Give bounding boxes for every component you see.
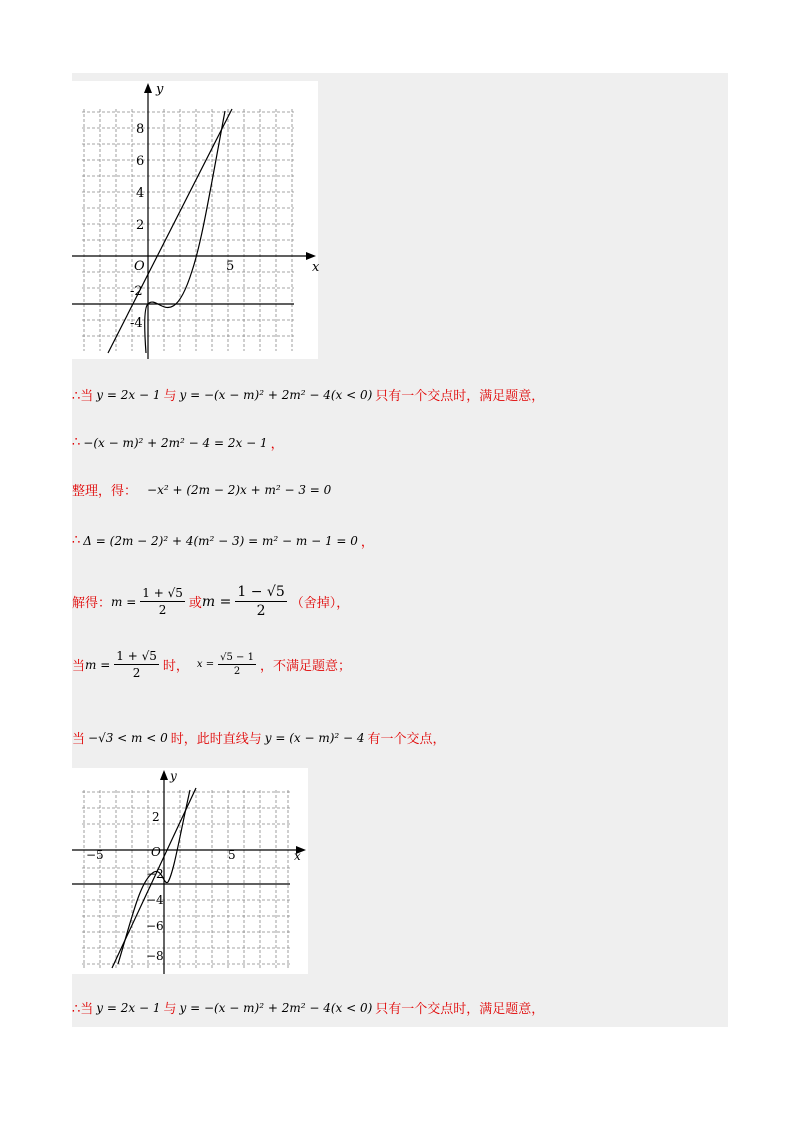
graph-2-svg <box>72 768 308 974</box>
graph-figure-1 <box>72 81 318 359</box>
fraction <box>235 584 286 619</box>
text-line-3 <box>72 480 334 499</box>
fraction-numerator: 1 − √5 <box>237 584 285 600</box>
y-tick-label: 2 <box>152 810 160 824</box>
x-axis-label: x <box>294 849 301 863</box>
y-tick-label: 2 <box>136 218 145 233</box>
text-line-2 <box>72 433 284 452</box>
line-prefix: ∴ <box>72 435 81 450</box>
equation: y = 2x − 1 <box>96 1000 161 1015</box>
y-tick-label: 8 <box>136 122 145 137</box>
fraction <box>218 652 256 677</box>
equation-lhs: m = <box>85 657 111 672</box>
line-prefix: 当 <box>72 732 86 747</box>
straight-line <box>108 109 235 353</box>
line-prefix: ∴ <box>72 533 81 548</box>
equation: y = −(x − m)² + 2m² − 4(x < 0) <box>179 1000 373 1015</box>
fraction-numerator: √5 − 1 <box>220 652 254 663</box>
equation: y = 2x − 1 <box>96 387 161 402</box>
equation: y = −(x − m)² + 2m² − 4(x < 0) <box>179 387 373 402</box>
x-axis-label: x <box>312 260 320 275</box>
origin-label: O <box>151 845 161 859</box>
fraction <box>140 586 185 617</box>
line-prefix: 当 <box>72 659 86 674</box>
line-prefix: ∴当 <box>72 1002 94 1017</box>
equation: −(x − m)² + 2m² − 4 = 2x − 1 <box>83 435 268 450</box>
connector: 或 <box>188 596 202 611</box>
line-prefix: ∴当 <box>72 389 94 404</box>
line-suffix: ， <box>360 535 374 550</box>
text-line-4 <box>72 531 374 550</box>
line-suffix: ， <box>270 437 284 452</box>
text-line-5 <box>72 584 349 619</box>
text-line-8 <box>72 998 544 1017</box>
text-line-7 <box>72 728 446 747</box>
equation-lhs: m = <box>201 593 232 610</box>
connector: 与 <box>163 389 177 404</box>
text-line-1 <box>72 385 544 404</box>
y-axis-label: y <box>170 769 177 783</box>
fraction-numerator: 1 + √5 <box>116 649 157 663</box>
origin-label: O <box>134 259 145 274</box>
connector: 时， <box>162 659 189 674</box>
equation-lhs: m = <box>111 594 137 609</box>
condition: −√3 < m < 0 <box>88 730 168 745</box>
line-suffix: （舍掉）， <box>290 596 350 611</box>
y-tick-label: −8 <box>146 949 164 963</box>
fraction-denominator: 2 <box>256 603 266 619</box>
equation-lhs: x = <box>196 659 215 670</box>
x-tick-label: 5 <box>228 848 236 862</box>
equation: y = (x − m)² − 4 <box>264 730 365 745</box>
line-prefix: 解得： <box>72 596 112 611</box>
y-tick-label: −4 <box>146 893 164 907</box>
fraction-denominator: 2 <box>233 666 241 677</box>
y-axis-label: y <box>156 82 164 97</box>
fraction-numerator: 1 + √5 <box>142 586 183 600</box>
y-tick-label: −2 <box>146 867 164 881</box>
fraction-denominator: 2 <box>132 666 141 680</box>
connector: 与 <box>163 1002 177 1017</box>
text-line-6 <box>72 649 351 680</box>
y-tick-label: -2 <box>130 284 143 299</box>
y-tick-label: 6 <box>136 154 145 169</box>
y-tick-label: 4 <box>136 186 145 201</box>
fraction <box>114 649 159 680</box>
graph-figure-2 <box>72 768 308 974</box>
equation: −x² + (2m − 2)x + m² − 3 = 0 <box>147 482 332 497</box>
fraction-denominator: 2 <box>158 603 167 617</box>
line-suffix: 只有一个交点时，满足题意， <box>375 1002 545 1017</box>
connector: 时，此时直线与 <box>170 732 262 747</box>
y-tick-label: −6 <box>146 919 164 933</box>
equation: Δ = (2m − 2)² + 4(m² − 3) = m² − m − 1 = 0 <box>83 533 358 548</box>
y-tick-label: -4 <box>130 316 143 331</box>
x-tick-label: 5 <box>226 259 235 274</box>
line-suffix: ，不满足题意； <box>259 659 351 674</box>
line-prefix: 整理，得： <box>72 484 138 499</box>
line-suffix: 只有一个交点时，满足题意， <box>375 389 545 404</box>
graph-1-svg <box>72 81 318 359</box>
line-suffix: 有一个交点， <box>367 732 446 747</box>
x-tick-label: −5 <box>86 848 104 862</box>
